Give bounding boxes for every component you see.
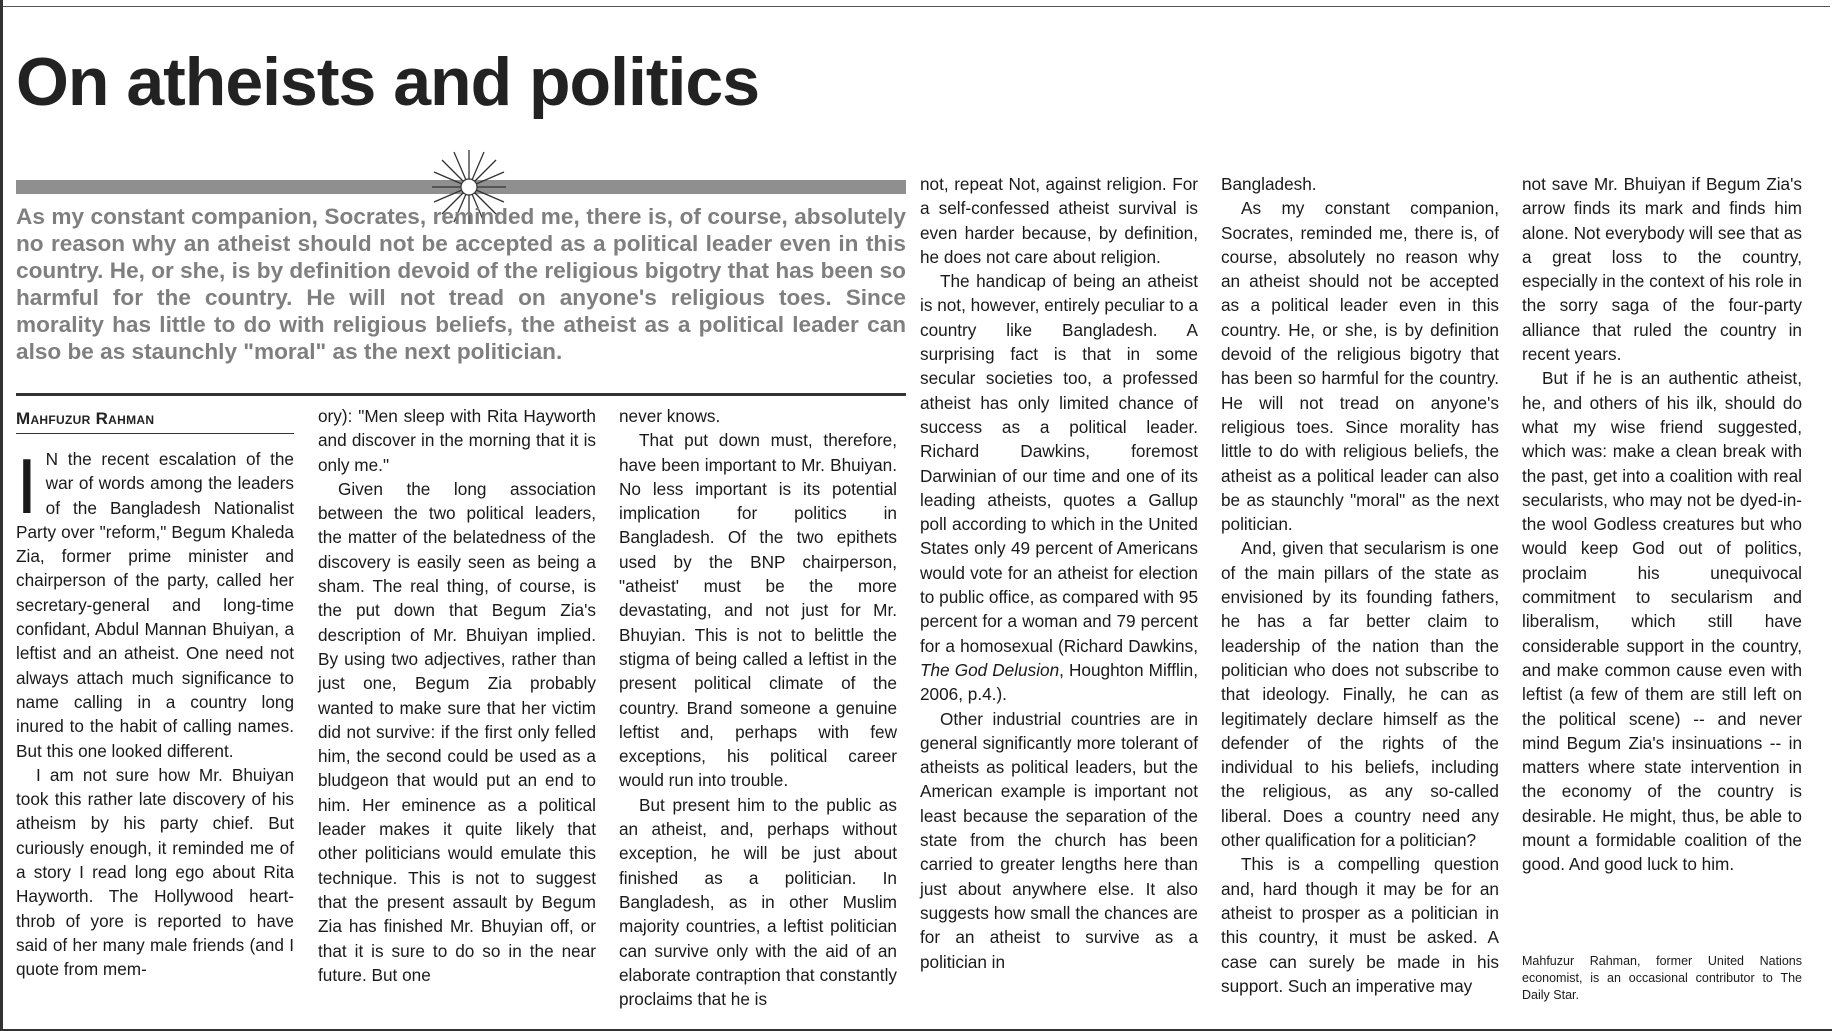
article-paragraph: I am not sure how Mr. Bhuiyan took this rather late discovery of his atheism by his party chief. But curiously enough, it reminded me of a story I read long ego about Rita Hayworth. The Hollywood heart-throb of yore is reported to have said of her many male friends (and I quote from mem- <box>16 764 294 980</box>
article-paragraph <box>920 269 1198 706</box>
article-paragraph: Given the long association between the two political leaders, the matter of the belatedness of the discovery is easily seen as being a sham. The real thing, of course, is the put down that Begum Zia's description of Mr. Bhuiyan implied. By using two adjectives, rather than just one, Begum Zia probably wanted to make sure that her victim did not survive: if the first only felled him, the second could be used as a bludgeon that would put an end to him. Her eminence as a political leader makes it quite likely that other politicians would emulate this technique. This is not to suggest that the present assault by Begum Zia has finished Mr. Bhuyian off, or that it is sure to do so in the near future. But one <box>318 478 596 985</box>
article-paragraph: This is a compelling question and, hard though it may be for an atheist to prosper as a politician in this country, it must be asked. A case can surely be made in his support. Such an imperative may <box>1221 854 1499 996</box>
article-paragraph: But present him to the public as an atheist, and, perhaps without exception, he will be just about finished as a politician. In Bangladesh, as in other Muslim majority countries, a leftist politician can survive only with the aid of an elaborate contraption that constantly proclaims that he is <box>619 794 897 1010</box>
article-paragraph: Other industrial countries are in general significantly more tolerant of atheists as political leaders, but the American example is important not least because the separation of the state from the church has been carried to greater lengths here than just about anywhere else. It also suggests how small the chances are for an atheist to survive as a politician in <box>920 708 1198 972</box>
article-paragraph: not save Mr. Bhuiyan if Begum Zia's arrow finds its mark and finds him alone. Not everybody will see that as a great loss to the country, especially in the context of his role in the sorry saga of the four-party alliance that ruled the country in recent years. <box>1522 174 1802 365</box>
book-title: The God Delusion <box>920 659 1060 680</box>
article-column-6 <box>1522 172 1802 877</box>
article-paragraph: never knows. <box>619 406 721 426</box>
left-rule <box>0 0 3 1031</box>
paragraph-text: The handicap of being an atheist is not, however, entirely peculiar to a country like Bangladesh. A surprising fact is that in some secular societies too, a professed atheist has only limited chance of success as a political leader. Richard Dawkins, foremost Darwinian of our time and one of its leading atheists, quotes a Gallup poll according to which in the United States only 49 percent of Americans would vote for an atheist for election to public office, as compared with 95 percent for a woman and 79 percent for a homosexual (Richard Dawkins, <box>920 271 1199 656</box>
article-paragraph: That put down must, therefore, have been important to Mr. Bhuiyan. No less important is its potential implication for politics in Bangladesh. Of the two epithets used by the BNP chairperson, "atheist' must be the more devastating, and not just for Mr. Bhuyian. This is not to belittle the stigma of being called a leftist in the present political climate of the country. Brand someone a genuine leftist and, perhaps with few exceptions, his political career would run into trouble. <box>619 430 897 791</box>
deck-summary: As my constant companion, Socrates, reminded me, there is, of course, absolutely no reason why an atheist should not be accepted as a political leader even in this country. He, or she, is by definition devoid of the religious bigotry that has been so harmful for the country. He will not tread on anyone's religious toes. Since morality has little to do with religious beliefs, the atheist as a political leader can also be as staunchly "moral" as the next politician. <box>16 204 906 364</box>
article-paragraph: not, repeat Not, against religion. For a self-confessed atheist survival is even harder because, by definition, he does not care about religion. <box>920 174 1198 267</box>
article-paragraph: ory): "Men sleep with Rita Hayworth and discover in the morning that it is only me." <box>318 406 596 475</box>
author-note: Mahfuzur Rahman, former United Nations economist, is an occasional contributor to The Daily Star. <box>1522 954 1802 1002</box>
article-paragraph: But if he is an authentic atheist, he, and others of his ilk, should do what my wise friend suggested, which was: make a clean break with the past, get into a coalition with real secularists, who may not be dyed-in-the wool Godless creatures but who would keep God out of politics, proclaim his unequivocal commitment to secularism and liberalism, which still have considerable support in the country, and make common cause even with leftist (a few of them are still left on the political scene) -- and never mind Begum Zia's insinuations -- in matters where state intervention in the economy of the country is desirable. He might, thus, be able to mount a formidable coalition of the good. And good luck to him. <box>1522 368 1802 875</box>
article-column-1 <box>16 442 294 982</box>
article-column-2 <box>318 404 596 987</box>
paragraph-text: N the recent escalation of the war of words among the leaders of the Bangladesh Nationalist Party over "reform," Begum Khaleda Zia, former prime minister and chairperson of the party, called her secretary-general and long-time confidant, Abdul Mannan Bhuiyan, a leftist and an atheist. One need not always attach much significance to name calling in a country long inured to the habit of calling names. But this one looked different. <box>16 449 294 761</box>
article-paragraph: Bangladesh. <box>1221 174 1317 194</box>
article-paragraph <box>16 442 294 763</box>
drop-cap: I <box>16 442 38 530</box>
article-paragraph: As my constant companion, Socrates, reminded me, there is, of course, absolutely no reason why an atheist should not be accepted as a political leader even in this country. He, or she, is by definition devoid of the religious bigotry that has been so harmful for the country. He will not tread on anyone's religious toes. Since morality has little to do with religious beliefs, the atheist as a political leader can also be as staunchly "moral" as the next politician. <box>1221 198 1499 535</box>
paragraph-text: , Houghton Mifflin, 2006, p.4.). <box>920 659 1198 705</box>
top-rule <box>0 6 1830 7</box>
byline: Mahfuzur Rahman <box>16 409 294 434</box>
deck-rule <box>16 393 906 396</box>
article-column-3 <box>619 404 897 1011</box>
headline: On atheists and politics <box>16 44 760 120</box>
article-paragraph: And, given that secularism is one of the main pillars of the state as envisioned by its founding fathers, he has a far better claim to leadership of the nation than the politician who does not subscribe to that ideology. Finally, he can as legitimately declare himself as the defender of the rights of the individual to his beliefs, including the religious, as any so-called liberal. Does a country need any other qualification for a politician? <box>1221 538 1499 851</box>
article-column-5 <box>1221 172 1499 998</box>
article-column-4 <box>920 172 1198 974</box>
